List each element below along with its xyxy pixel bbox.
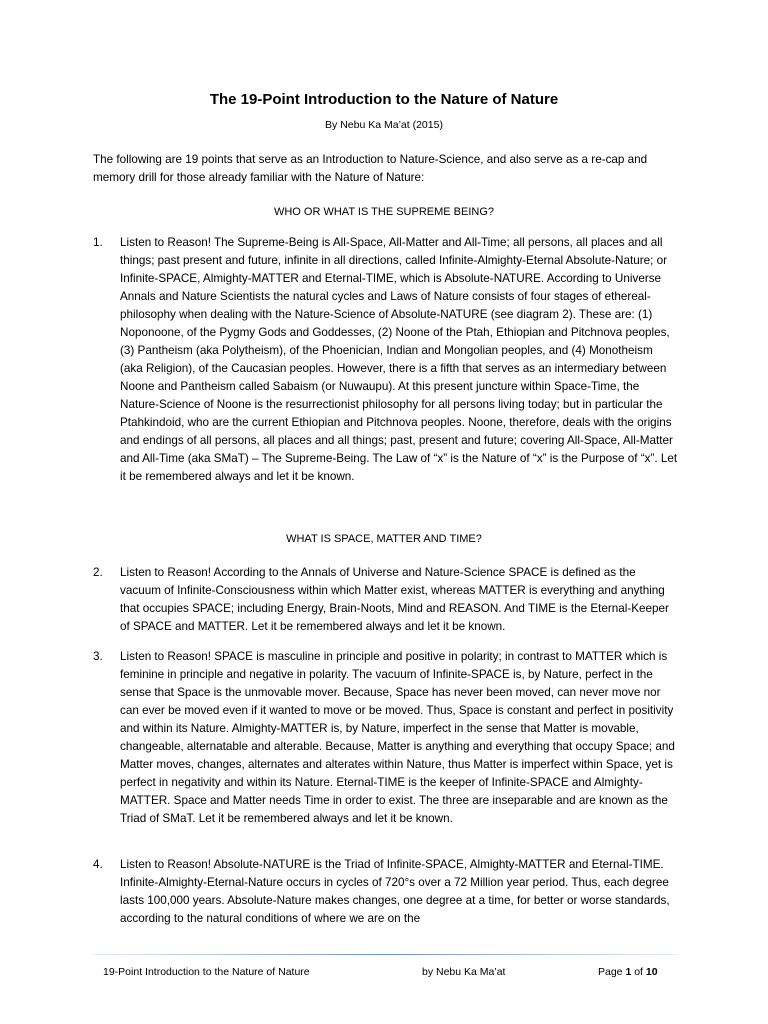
footer-page-current: 1 [625,966,632,978]
document-title: The 19-Point Introduction to the Nature of Nature [209,91,559,108]
footer-page-of: of [634,966,643,978]
list-item-number: 1. [93,236,103,249]
footer-page-number [598,965,658,979]
section-heading-space-matter-time: WHAT IS SPACE, MATTER AND TIME? [286,533,482,545]
list-item-number: 2. [93,566,103,579]
author-line: By Nebu Ka Ma’at (2015) [325,119,443,131]
list-item-text: Listen to Reason! Absolute-NATURE is the Triad of Infinite-SPACE, Almighty-MATTER and Eternal-TIME. Infinite-Almighty-Eternal-Nature occurs in cycles of 720°s over a 72 Million year period. Thus, each degree lasts 100,000 years. Absolute-Nature makes changes, one degree at a time, for better or worse standards, according to the natural conditions of where we are on the [120,858,670,925]
list-item [93,234,678,486]
list-item [93,856,678,928]
list-item [93,648,678,828]
section-heading-supreme-being: WHO OR WHAT IS THE SUPREME BEING? [273,206,495,218]
list-item-text: Listen to Reason! According to the Annals of Universe and Nature-Science SPACE is defined as the vacuum of Infinite-Consciousness within which Matter exist, whereas MATTER is everything and anything that occupies SPACE; including Energy, Brain-Noots, Mind and REASON. And TIME is the Eternal-Keeper of SPACE and MATTER. Let it be remembered always and let it be known. [120,566,669,633]
list-item-number: 3. [93,650,103,663]
footer-page-total: 10 [645,966,658,978]
footer-page-word: Page [598,966,623,978]
footer-author: by Nebu Ka Ma’at [422,966,506,978]
list-item-text: Listen to Reason! The Supreme-Being is All-Space, All-Matter and All-Time; all persons, all places and all things; past present and future, infinite in all directions, called Infinite-Almighty-Eternal Absolute-Nature; or Infinite-SPACE, Almighty-MATTER and Eternal-TIME, which is Absolute-NATURE. According to Universe Annals and Nature Scientists the natural cycles and Laws of Nature consists of four stages of ethereal-philosophy when dealing with the Nature-Science of Absolute-NATURE (see diagram 2). These are: (1) Noponoone, of the Pygmy Gods and Goddesses, (2) Noone of the Ptah, Ethiopian and Pitchnova peoples, (3) Pantheism (aka Polytheism), of the Phoenician, Indian and Mongolian peoples, and (4) Monotheism (aka Religion), of the Caucasian peoples. However, there is a fifth that serves as an intermediary between Noone and Pantheism called Sabaism (or Nuwaupu). At this present juncture within Space-Time, the Nature-Science of Noone is the resurrectionist philosophy for all persons living today; but in particular the Ptahkindoid, who are the current Ethiopian and Pitchnova peoples. Noone, therefore, deals with the origins and endings of all persons, all places and all things; past, present and future; covering All-Space, All-Matter and All-Time (aka SMaT) – The Supreme-Being. The Law of “x” is the Nature of “x” is the Purpose of “x”. Let it be remembered always and let it be known. [120,236,678,483]
list-item [93,564,678,636]
footer-doc-title: 19-Point Introduction to the Nature of Nature [103,966,310,978]
footer-rule [93,954,678,955]
intro-paragraph: The following are 19 points that serve as an Introduction to Nature-Science, and also serve as a re-cap and memory drill for those already familiar with the Nature of Nature: [93,153,648,184]
list-item-text: Listen to Reason! SPACE is masculine in principle and positive in polarity; in contrast to MATTER which is feminine in principle and negative in polarity. The vacuum of Infinite-SPACE is, by Nature, perfect in the sense that Space is the unmovable mover. Because, Space has never been moved, can never move nor can ever be moved even if it wanted to move or be moved. Thus, Space is constant and perfect in positivity and within its Nature. Almighty-MATTER is, by Nature, imperfect in the sense that Matter is movable, changeable, alternatable and alterable. Because, Matter is anything and everything that occupy Space; and Matter moves, changes, alternates and alterates within Nature, thus Matter is imperfect within Space, yet is perfect in negativity and within its Nature. Eternal-TIME is the keeper of Infinite-SPACE and Almighty-MATTER. Space and Matter needs Time in order to exist. The three are inseparable and are known as the Triad of SMaT. Let it be remembered always and let it be known. [120,650,675,825]
list-item-number: 4. [93,858,103,871]
